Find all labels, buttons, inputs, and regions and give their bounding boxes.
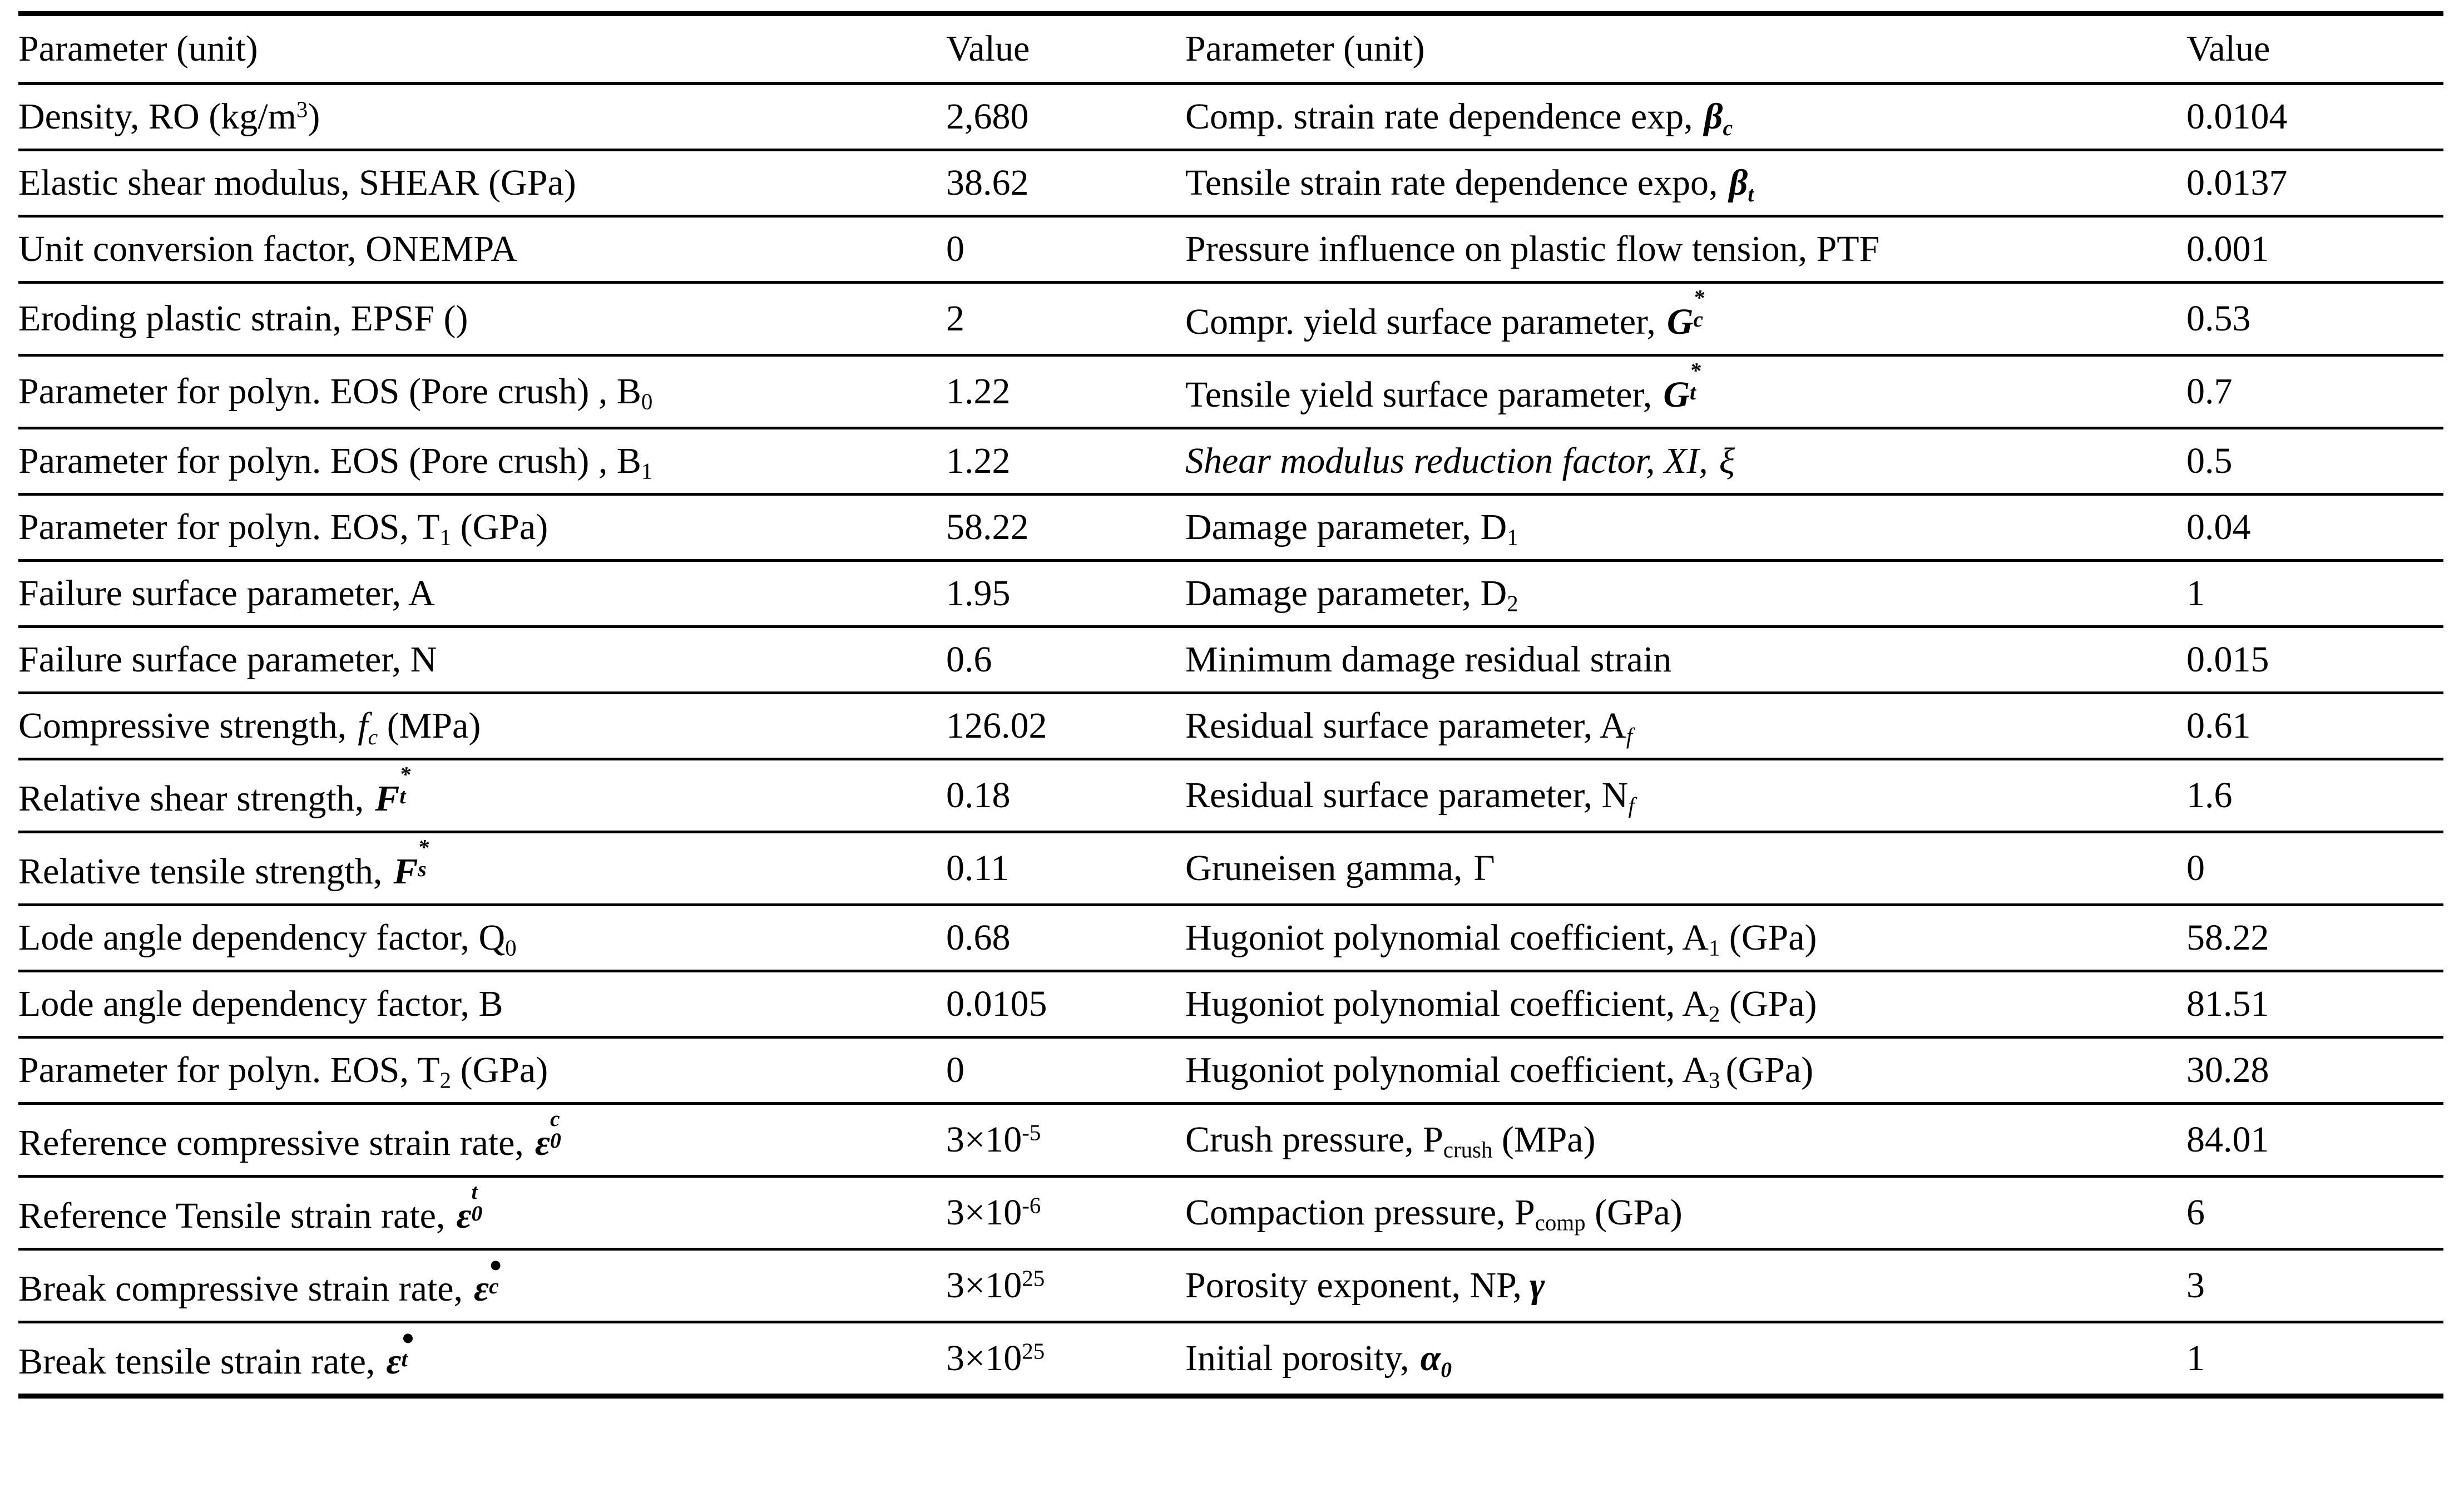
param-label-right: Damage parameter, $D_1$ [1185, 495, 2186, 561]
param-value-right: 0.0104 [2186, 83, 2443, 150]
table-header-row [18, 14, 2443, 84]
param-value-left: 58.22 [946, 495, 1185, 561]
param-label-right: Tensile yield surface parameter, G * t [1185, 355, 2186, 428]
param-label-right: Hugoniot polynomial coefficient, $A_2$ (GPa) [1185, 971, 2186, 1037]
param-label-right: Residual surface parameter, $N_f$ [1185, 759, 2186, 832]
column-header-value-1: Value [946, 14, 1185, 84]
param-label-right: Porosity exponent, NP, γ [1185, 1249, 2186, 1322]
param-label-right: Gruneisen gamma, Γ [1185, 832, 2186, 905]
param-value-right: 30.28 [2186, 1037, 2443, 1104]
param-label-left: Relative tensile strength, F * s [18, 832, 946, 905]
param-value-right: 58.22 [2186, 905, 2443, 971]
param-label-right: Damage parameter, $D_2$ [1185, 561, 2186, 627]
param-label-left: Density, RO $(kg/m^3)$ [18, 83, 946, 150]
param-value-right: 0.001 [2186, 216, 2443, 283]
param-label-right: Compaction pressure, $P_{comp}$ (GPa) [1185, 1177, 2186, 1249]
param-value-left: 0 [946, 1037, 1185, 1104]
param-label-right: Compr. yield surface parameter, G * c [1185, 283, 2186, 355]
param-value-left: 0.18 [946, 759, 1185, 832]
param-value-left: 2,680 [946, 83, 1185, 150]
param-label-right: Tensile strain rate dependence expo, $\beta_t$ [1185, 150, 2186, 216]
param-value-right: 0.015 [2186, 627, 2443, 693]
param-label-right: Hugoniot polynomial coefficient, $A_1$ (GPa) [1185, 905, 2186, 971]
param-value-left: $3\times 10^{-5}$ [946, 1104, 1185, 1177]
param-label-right: Minimum damage residual strain [1185, 627, 2186, 693]
param-value-right: 0.04 [2186, 495, 2443, 561]
param-value-left: 0.0105 [946, 971, 1185, 1037]
param-value-left: 126.02 [946, 693, 1185, 759]
param-value-right: 0 [2186, 832, 2443, 905]
table-row [18, 1249, 2443, 1322]
table-row [18, 150, 2443, 216]
table-row [18, 832, 2443, 905]
param-label-left: Parameter for polyn. EOS (Pore crush) , $B_0$ [18, 355, 946, 428]
param-value-right: 6 [2186, 1177, 2443, 1249]
param-value-right: 0.0137 [2186, 150, 2443, 216]
table-row [18, 759, 2443, 832]
param-value-right: 1 [2186, 561, 2443, 627]
param-label-right: Comp. strain rate dependence exp, $\beta_c$ [1185, 83, 2186, 150]
param-label-left: Parameter for polyn. EOS (Pore crush) , $B_1$ [18, 428, 946, 495]
table-row [18, 627, 2443, 693]
param-value-right: 0.53 [2186, 283, 2443, 355]
param-label-left: Eroding plastic strain, EPSF () [18, 283, 946, 355]
param-label-left: Break tensile strain rate, ε ● t [18, 1322, 946, 1396]
parameter-table-container [18, 11, 2443, 1399]
param-value-left: 38.62 [946, 150, 1185, 216]
param-value-left: $3\times 10^{25}$ [946, 1322, 1185, 1396]
param-label-left: Unit conversion factor, ONEMPA [18, 216, 946, 283]
column-header-value-2: Value [2186, 14, 2443, 84]
param-value-right: 81.51 [2186, 971, 2443, 1037]
param-label-right: Hugoniot polynomial coefficient, $A_3$ (GPa) [1185, 1037, 2186, 1104]
table-row [18, 83, 2443, 150]
parameter-table [18, 11, 2443, 1399]
param-value-left: 0.11 [946, 832, 1185, 905]
param-value-left: $3\times 10^{25}$ [946, 1249, 1185, 1322]
param-value-left: 1.22 [946, 428, 1185, 495]
param-label-left: Parameter for polyn. EOS, $T_2$ (GPa) [18, 1037, 946, 1104]
param-label-left: Elastic shear modulus, SHEAR (GPa) [18, 150, 946, 216]
param-label-left: Compressive strength, $f_c$ (MPa) [18, 693, 946, 759]
param-label-left: Reference Tensile strain rate, ε t 0 [18, 1177, 946, 1249]
param-label-right: Shear modulus reduction factor, XI, ξ [1185, 428, 2186, 495]
param-value-left: 1.22 [946, 355, 1185, 428]
table-row [18, 1104, 2443, 1177]
param-label-right: Residual surface parameter, $A_f$ [1185, 693, 2186, 759]
table-row [18, 1322, 2443, 1396]
param-label-left: Reference compressive strain rate, ε c 0 [18, 1104, 946, 1177]
table-row [18, 905, 2443, 971]
param-label-left: Failure surface parameter, N [18, 627, 946, 693]
table-row [18, 428, 2443, 495]
table-row [18, 1177, 2443, 1249]
param-label-right: Pressure influence on plastic flow tension, PTF [1185, 216, 2186, 283]
table-row [18, 495, 2443, 561]
param-value-left: 0 [946, 216, 1185, 283]
table-row [18, 216, 2443, 283]
param-value-left: 1.95 [946, 561, 1185, 627]
param-value-right: 0.61 [2186, 693, 2443, 759]
table-row [18, 971, 2443, 1037]
table-row [18, 1037, 2443, 1104]
param-label-right: Crush pressure, $P_{crush}$ (MPa) [1185, 1104, 2186, 1177]
table-row [18, 283, 2443, 355]
param-value-right: 1.6 [2186, 759, 2443, 832]
param-label-left: Failure surface parameter, A [18, 561, 946, 627]
param-value-left: $3\times 10^{-6}$ [946, 1177, 1185, 1249]
param-value-left: 2 [946, 283, 1185, 355]
param-label-left: Break compressive strain rate, ε ● c [18, 1249, 946, 1322]
param-value-left: 0.6 [946, 627, 1185, 693]
param-value-right: 1 [2186, 1322, 2443, 1396]
table-row [18, 693, 2443, 759]
param-label-left: Relative shear strength, F * t [18, 759, 946, 832]
table-row [18, 561, 2443, 627]
param-label-left: Lode angle dependency factor, B [18, 971, 946, 1037]
param-value-left: 0.68 [946, 905, 1185, 971]
param-value-right: 0.7 [2186, 355, 2443, 428]
param-label-left: Lode angle dependency factor, $Q_0$ [18, 905, 946, 971]
param-label-right: Initial porosity, $\alpha_0$ [1185, 1322, 2186, 1396]
column-header-parameter-1: Parameter (unit) [18, 14, 946, 84]
column-header-parameter-2: Parameter (unit) [1185, 14, 2186, 84]
param-value-right: 84.01 [2186, 1104, 2443, 1177]
param-label-left: Parameter for polyn. EOS, $T_1$ (GPa) [18, 495, 946, 561]
param-value-right: 3 [2186, 1249, 2443, 1322]
param-value-right: 0.5 [2186, 428, 2443, 495]
table-row [18, 355, 2443, 428]
